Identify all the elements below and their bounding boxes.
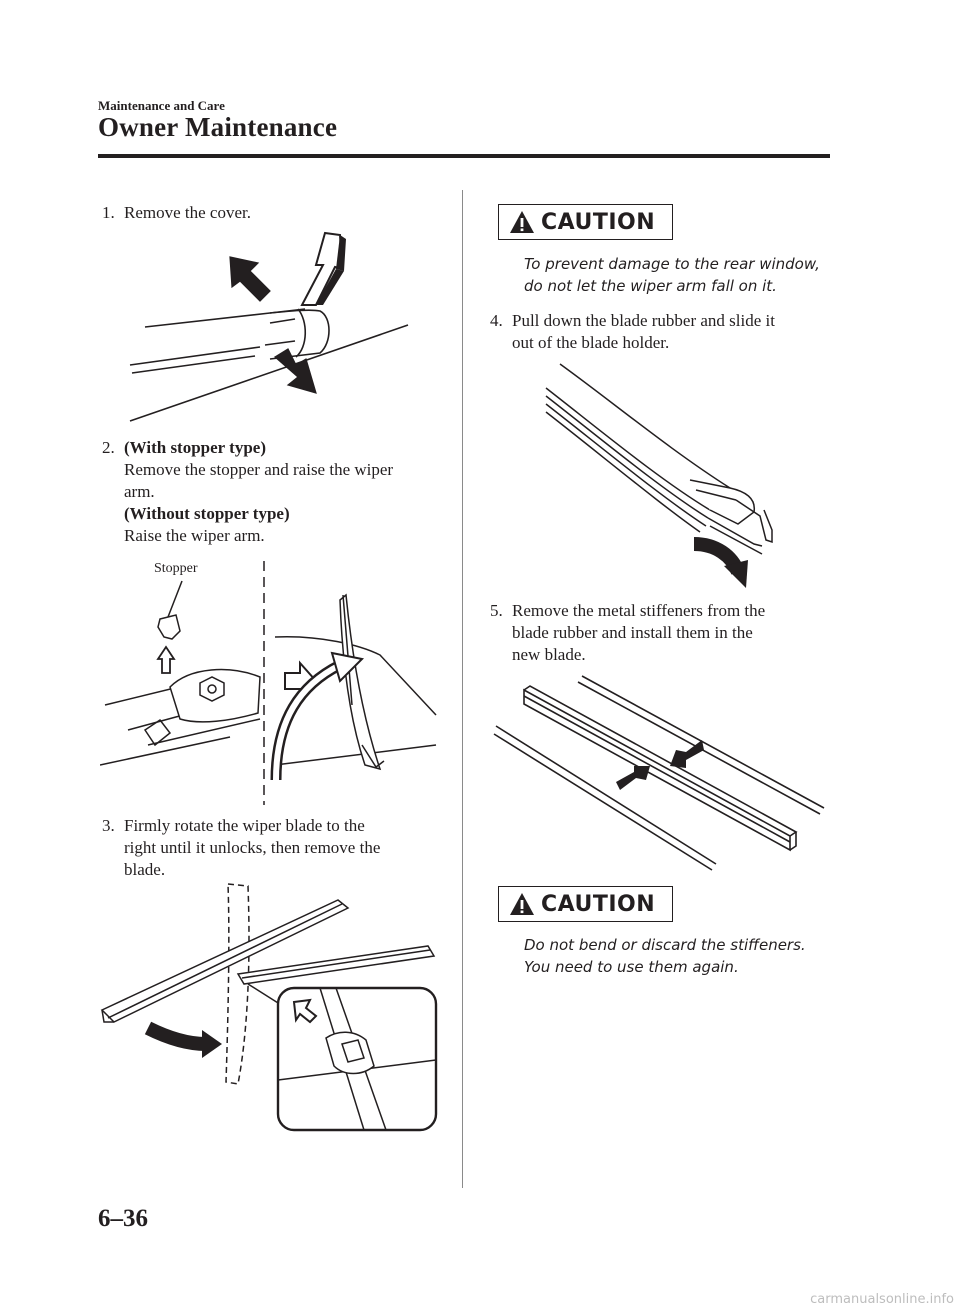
step-number: 3. bbox=[102, 816, 115, 835]
caution-box bbox=[498, 886, 673, 922]
warning-icon bbox=[509, 210, 535, 234]
curved-arrow-icon bbox=[694, 544, 748, 588]
section-label: Maintenance and Care bbox=[98, 98, 225, 113]
chapter-title: Owner Maintenance bbox=[98, 112, 338, 142]
step-text: blade. bbox=[124, 860, 166, 879]
step-number: 5. bbox=[490, 601, 503, 620]
caution-text bbox=[524, 934, 844, 978]
figure-stiffeners bbox=[490, 672, 830, 872]
step-text: Pull down the blade rubber and slide it bbox=[512, 311, 775, 330]
caution-box bbox=[498, 204, 673, 240]
step-number: 4. bbox=[490, 311, 503, 330]
arrow-up-right-icon bbox=[302, 233, 346, 305]
step-1 bbox=[102, 202, 442, 224]
step-3 bbox=[102, 815, 452, 885]
arrow-up-right-icon bbox=[616, 766, 650, 790]
step-text: Remove the stopper and raise the wiper bbox=[124, 460, 394, 479]
curved-arrow-icon bbox=[148, 1028, 222, 1058]
figure-raise-arm bbox=[100, 555, 440, 805]
step-text: arm. bbox=[124, 482, 155, 501]
step-text: Raise the wiper arm. bbox=[124, 526, 265, 545]
step-text: Firmly rotate the wiper blade to the bbox=[124, 816, 365, 835]
step-text: right until it unlocks, then remove the bbox=[124, 838, 381, 857]
page-number: 6–36 bbox=[98, 1205, 148, 1232]
header-rule bbox=[98, 154, 830, 158]
arrow-down-left-icon bbox=[670, 740, 704, 768]
step-text: Remove the metal stiffeners from the bbox=[512, 601, 766, 620]
step-2 bbox=[102, 437, 452, 569]
caution-line: Do not bend or discard the stiffeners. bbox=[524, 936, 806, 954]
step-text: new blade. bbox=[512, 645, 586, 664]
caution-line: To prevent damage to the rear window, bbox=[524, 255, 820, 273]
step-text: blade rubber and install them in the bbox=[512, 623, 753, 642]
caution-heading: CAUTION bbox=[541, 891, 656, 917]
step-number: 1. bbox=[102, 203, 115, 222]
watermark: carmanualsonline.info bbox=[810, 1292, 954, 1307]
step-4 bbox=[490, 310, 840, 356]
figure-remove-cover bbox=[120, 225, 420, 430]
step-subheading: (With stopper type) bbox=[124, 438, 266, 457]
step-subheading: (Without stopper type) bbox=[124, 504, 290, 523]
figure-rotate-blade bbox=[98, 880, 440, 1135]
arrow-up-icon bbox=[158, 647, 174, 673]
step-5 bbox=[490, 600, 840, 670]
column-divider bbox=[462, 190, 463, 1188]
step-text: out of the blade holder. bbox=[512, 333, 670, 352]
step-number: 2. bbox=[102, 438, 115, 457]
caution-text bbox=[524, 253, 844, 297]
caution-line: You need to use them again. bbox=[524, 958, 739, 976]
figure-pull-rubber bbox=[540, 360, 780, 592]
arrow-up-left-icon bbox=[230, 257, 270, 301]
caution-line: do not let the wiper arm fall on it. bbox=[524, 277, 777, 295]
caution-heading: CAUTION bbox=[541, 209, 656, 235]
step-text: Remove the cover. bbox=[124, 203, 251, 222]
warning-icon bbox=[509, 892, 535, 916]
stopper-label: Stopper bbox=[154, 561, 198, 576]
